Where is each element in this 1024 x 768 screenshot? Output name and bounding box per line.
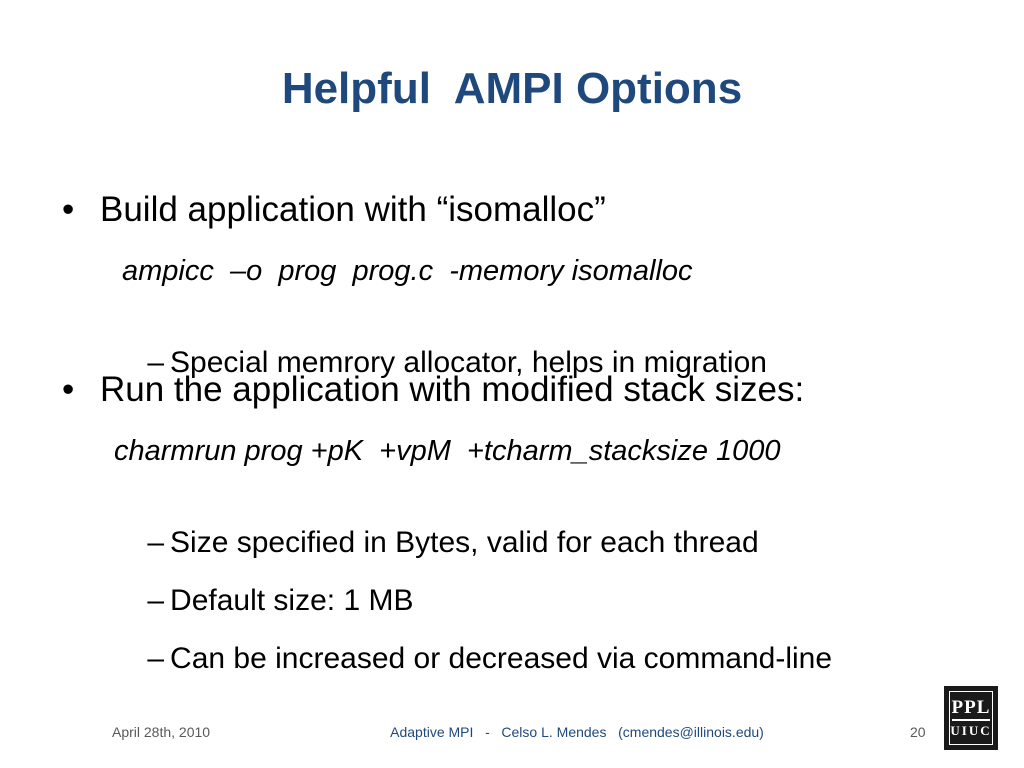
- bullet-marker: •: [62, 370, 75, 409]
- sub-bullet: [114, 608, 832, 710]
- page-number: 20: [910, 724, 926, 740]
- footer-date: April 28th, 2010: [112, 724, 211, 740]
- command-line: ampicc –o prog prog.c -memory isomalloc: [122, 255, 693, 287]
- ppl-uiuc-logo: [944, 686, 998, 750]
- dash-marker: –: [147, 584, 165, 617]
- logo-text-bottom: UIUC: [950, 723, 992, 738]
- sub-bullet-text: Special memrory allocator, helps in migration: [170, 346, 767, 379]
- bullet-text: Build application with “isomalloc”: [100, 190, 606, 229]
- sub-bullet-text: Size specified in Bytes, valid for each thread: [170, 526, 759, 559]
- dash-marker: –: [147, 642, 165, 675]
- logo-text-top: PPL: [952, 697, 991, 721]
- bullet-marker: •: [62, 190, 75, 229]
- logo-frame: [949, 691, 993, 745]
- sub-bullet-text: Can be increased or decreased via command-line: [170, 642, 833, 675]
- command-line: charmrun prog +pK +vpM +tcharm_stacksize 1000: [114, 435, 781, 467]
- dash-marker: –: [147, 346, 165, 379]
- dash-marker: –: [147, 526, 165, 559]
- bullet-text: Run the application with modified stack sizes:: [100, 370, 805, 409]
- slide-title: Helpful AMPI Options: [281, 64, 743, 113]
- footer-author: Adaptive MPI - Celso L. Mendes (cmendes@illinois.edu): [390, 724, 764, 740]
- sub-bullet-text: Default size: 1 MB: [170, 584, 414, 617]
